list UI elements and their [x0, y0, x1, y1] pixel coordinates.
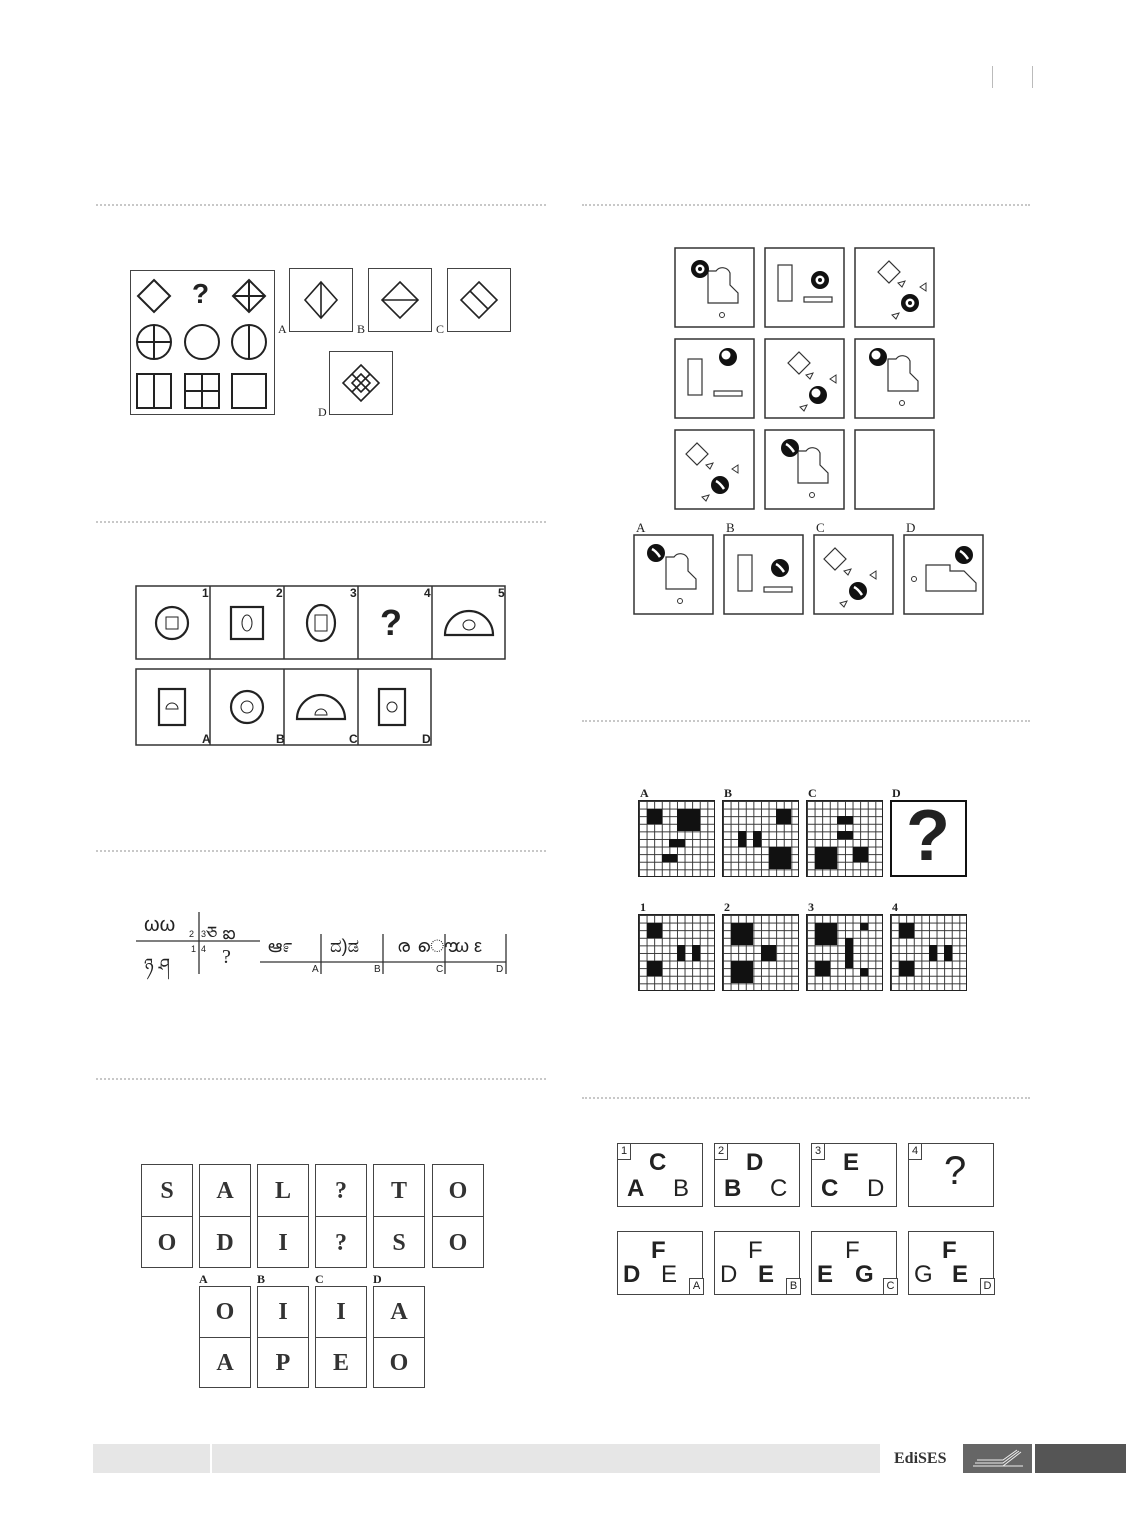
q6-filled-block: [769, 847, 792, 870]
q7-right-letter: C: [770, 1175, 788, 1202]
q6-grid-a: [638, 800, 715, 877]
q2-number-4: 4: [424, 586, 431, 600]
q6-grid-c: [806, 800, 883, 877]
q6-filled-block: [738, 831, 746, 846]
q6-filled-block: [837, 816, 852, 824]
q6-top-label-d: D: [892, 786, 901, 800]
q4-option-top-letter: O: [215, 1299, 235, 1325]
q6-filled-block: [944, 945, 952, 960]
q6-filled-block: [669, 839, 684, 847]
q7-right-letter: E: [758, 1261, 775, 1288]
separator: [96, 1078, 546, 1080]
q1-option-c-label: C: [436, 322, 445, 336]
header-tick-right: [1032, 66, 1033, 88]
q6-filled-block: [731, 923, 754, 946]
q4-top-letter: O: [448, 1177, 468, 1204]
q2-number-5: 5: [498, 586, 505, 600]
q7-right-letter: G: [855, 1261, 874, 1288]
q3-option-d-label: D: [496, 964, 504, 975]
q3-option-b-label: B: [374, 964, 381, 975]
q3-cell-top-right: ཅ ఐ: [206, 923, 236, 943]
q7-question-mark: ?: [944, 1149, 967, 1193]
q6-filled-block: [647, 923, 662, 938]
q7-right-letter: E: [661, 1261, 678, 1288]
q7-left-letter: A: [627, 1175, 645, 1202]
q7-big-letter: E: [843, 1149, 860, 1176]
q4-option-label: D: [373, 1272, 382, 1286]
q4-option-label: C: [315, 1272, 324, 1286]
q4-divider: [199, 1216, 251, 1217]
q6-filled-block: [815, 847, 838, 870]
q7-cell-number: 3: [811, 1143, 825, 1160]
q5-option-b-label[interactable]: B: [726, 520, 735, 535]
footer-block-right: [1035, 1444, 1126, 1473]
q6-question-mark: ?: [906, 796, 950, 876]
q7-big-letter: F: [942, 1237, 957, 1264]
q4-top-letter: A: [216, 1177, 234, 1204]
q3-option-d-glyph[interactable]: ω ε: [455, 936, 483, 956]
q6-filled-block: [860, 968, 868, 976]
q4-bottom-letter: ?: [335, 1229, 347, 1256]
q7-cell-number: 1: [617, 1143, 631, 1160]
q5-option-c-label[interactable]: C: [816, 520, 825, 535]
q2-question-mark: ?: [380, 602, 402, 643]
q4-bottom-letter: D: [216, 1229, 234, 1256]
q6-filled-block: [929, 945, 937, 960]
q4-option-label: A: [199, 1272, 208, 1286]
q7-left-letter: D: [623, 1261, 641, 1288]
q7-big-letter: C: [649, 1149, 667, 1176]
q4-option-label: B: [257, 1272, 266, 1286]
q6-top-label-b: B: [724, 786, 733, 800]
q7-option-label: C: [883, 1278, 898, 1295]
q6-filled-block: [647, 961, 662, 976]
q7-big-letter: F: [748, 1237, 763, 1264]
q3-option-b-glyph[interactable]: ದ)ಡ: [330, 936, 360, 956]
q2-option-a-label[interactable]: A: [202, 732, 211, 746]
q3-option-c-label: C: [436, 964, 444, 975]
q4-top-letter: T: [390, 1177, 407, 1204]
q1-option-b-figure: [368, 268, 432, 332]
q2-option-c-label[interactable]: C: [349, 732, 358, 746]
q1-option-a-label: A: [278, 322, 287, 336]
separator: [582, 1097, 1030, 1099]
q4-bottom-letter: I: [278, 1229, 288, 1256]
q6-filled-block: [837, 831, 852, 839]
q6-filled-block: [761, 945, 776, 960]
q4-divider: [315, 1337, 367, 1338]
q6-option-4[interactable]: [890, 914, 967, 991]
separator: [582, 204, 1030, 206]
q4-top-letter: S: [160, 1177, 174, 1204]
q2-number-2: 2: [276, 586, 283, 600]
q7-right-letter: E: [952, 1261, 969, 1288]
q3-index-1: 1: [191, 944, 197, 954]
separator: [96, 850, 546, 852]
q4-divider: [432, 1216, 484, 1217]
q3-option-a-label: A: [312, 964, 319, 975]
q3-cell-top-left: ωω: [144, 914, 176, 936]
q6-filled-block: [662, 854, 677, 862]
q6-top-label-a: A: [640, 786, 649, 800]
q6-filled-block: [677, 945, 685, 960]
q6-option-label-4[interactable]: 4: [892, 900, 898, 914]
q6-option-label-1[interactable]: 1: [640, 900, 646, 914]
q3-option-c-glyph[interactable]: ര ൌ: [397, 936, 458, 956]
q4-option-bottom-letter: O: [389, 1350, 409, 1376]
q7-right-letter: B: [673, 1175, 690, 1202]
q1-option-b-label: B: [357, 322, 366, 336]
q2-number-3: 3: [350, 586, 357, 600]
q1-option-c-figure: [447, 268, 511, 332]
q3-cell-bottom-left: ཉ ཤ: [144, 955, 171, 975]
q6-filled-block: [647, 809, 662, 824]
q1-option-d-label: D: [318, 405, 327, 419]
q7-option-label: D: [980, 1278, 995, 1295]
q4-option-top-letter: I: [278, 1299, 288, 1325]
q6-filled-block: [776, 809, 791, 824]
q6-filled-block: [815, 923, 838, 946]
q6-option-label-2[interactable]: 2: [724, 900, 730, 914]
q6-option-label-3[interactable]: 3: [808, 900, 814, 914]
q6-grid-b: [722, 800, 799, 877]
footer-bar-left: [93, 1444, 210, 1473]
q7-left-letter: B: [724, 1175, 742, 1202]
book-icon: [963, 1444, 1032, 1473]
q1-option-d-figure: [329, 351, 393, 415]
q7-big-letter: F: [845, 1237, 860, 1264]
q4-divider: [257, 1337, 309, 1338]
q3-index-2: 2: [189, 929, 195, 939]
q6-filled-block: [899, 923, 914, 938]
q4-option-bottom-letter: E: [332, 1350, 349, 1376]
q7-cell-number: 2: [714, 1143, 728, 1160]
q4-divider: [257, 1216, 309, 1217]
q6-filled-block: [853, 847, 868, 862]
q2-sequence: [135, 585, 506, 746]
q7-option-label: A: [689, 1278, 704, 1295]
q1-option-a-figure: [289, 268, 353, 332]
q4-option-top-letter: I: [336, 1299, 346, 1325]
q6-filled-block: [731, 961, 754, 984]
q4-option-bottom-letter: P: [275, 1350, 291, 1376]
q4-option-bottom-letter: A: [216, 1350, 234, 1376]
q6-option-2[interactable]: [722, 914, 799, 991]
footer-bar-main: [212, 1444, 880, 1473]
q5-option-d-label[interactable]: D: [906, 520, 916, 535]
q7-left-letter: C: [821, 1175, 839, 1202]
q6-filled-block: [815, 961, 830, 976]
footer-book-logo: [963, 1444, 1032, 1473]
q6-filled-block: [692, 945, 700, 960]
q4-top-letter: L: [274, 1177, 291, 1204]
q4-bottom-letter: O: [448, 1229, 468, 1256]
q2-number-1: 1: [202, 586, 209, 600]
footer-brand: EdiSES: [894, 1450, 947, 1467]
q7-right-letter: D: [867, 1175, 885, 1202]
q7-left-letter: D: [720, 1261, 738, 1288]
separator: [96, 204, 546, 206]
q4-top-letter: ?: [335, 1177, 347, 1204]
q6-filled-block: [677, 809, 700, 832]
separator: [582, 720, 1030, 722]
q7-big-letter: D: [746, 1149, 764, 1176]
q6-filled-block: [845, 938, 853, 968]
q1-question-mark: ?: [192, 278, 210, 309]
q6-filled-block: [899, 961, 914, 976]
q6-filled-block: [753, 831, 761, 846]
q5-matrix: [630, 245, 990, 620]
q2-option-d-label[interactable]: D: [422, 732, 431, 746]
q4-bottom-letter: O: [157, 1229, 177, 1256]
q4-divider: [373, 1337, 425, 1338]
q4-divider: [373, 1216, 425, 1217]
q6-option-3[interactable]: [806, 914, 883, 991]
q2-option-b-label[interactable]: B: [276, 732, 285, 746]
q4-bottom-letter: S: [392, 1229, 406, 1256]
q6-top-label-c: C: [808, 786, 817, 800]
q3-cell-bottom-right: ?: [222, 946, 231, 968]
q4-divider: [315, 1216, 367, 1217]
q7-option-label: B: [786, 1278, 801, 1295]
q4-option-top-letter: A: [390, 1299, 408, 1325]
q4-divider: [141, 1216, 193, 1217]
q6-option-1[interactable]: [638, 914, 715, 991]
q7-cell-number: 4: [908, 1143, 922, 1160]
q7-left-letter: E: [817, 1261, 834, 1288]
q3-index-4: 4: [201, 944, 207, 954]
q6-filled-block: [860, 923, 868, 931]
q3-index-3: 3: [201, 929, 207, 939]
q7-left-letter: G: [914, 1261, 933, 1288]
q3-option-a-glyph[interactable]: ఆ೯: [268, 936, 293, 956]
q4-divider: [199, 1337, 251, 1338]
header-tick-left: [992, 66, 993, 88]
q7-big-letter: F: [651, 1237, 666, 1264]
separator: [96, 521, 546, 523]
q5-option-a-label[interactable]: A: [636, 520, 646, 535]
